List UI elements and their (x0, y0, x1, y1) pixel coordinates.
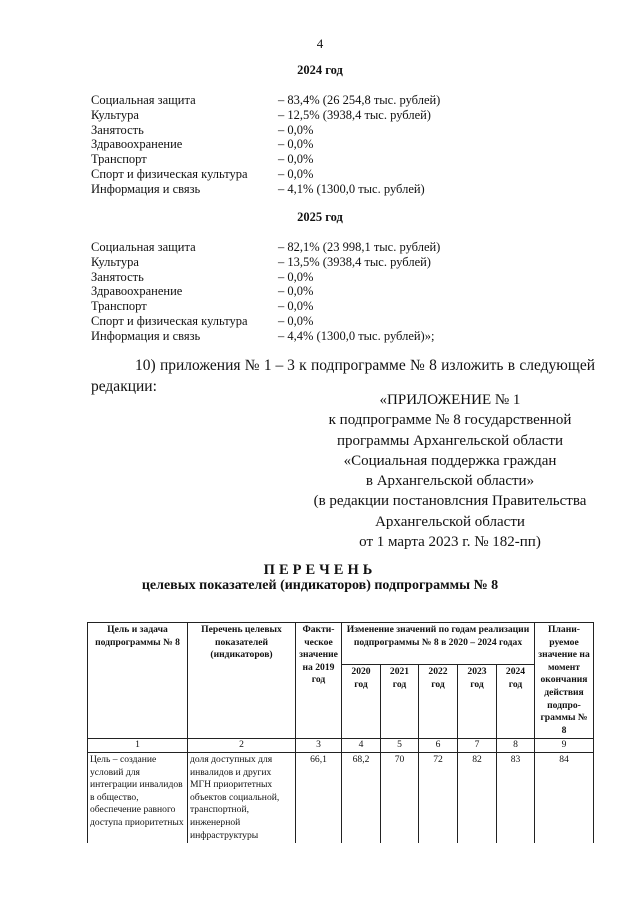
header-year: 2020 год (342, 665, 381, 739)
budget-row (91, 137, 591, 152)
appendix-header (300, 390, 600, 552)
budget-item-value: – 13,5% (3938,4 тыс. рублей) (278, 254, 431, 269)
appendix-line: к подпрограмме № 8 государственной (328, 412, 572, 429)
budget-item-name: Транспорт (91, 299, 147, 314)
appendix-line: от 1 марта 2023 г. № 182-пп) (359, 534, 541, 551)
column-number: 6 (419, 739, 458, 753)
list-title: ПЕРЕЧЕНЬ (263, 562, 377, 578)
paragraph-word: следующей (519, 357, 595, 374)
appendix-line: (в редакции постановлсния Правительства (313, 493, 587, 510)
budget-item-value: – 0,0% (278, 137, 314, 152)
indicators-table (87, 622, 594, 843)
budget-row (91, 329, 591, 344)
budget-row (91, 108, 591, 123)
year-heading-2024: 2024 год (297, 63, 343, 77)
paragraph-word: в (507, 357, 516, 374)
paragraph-word: подпрограмме (310, 357, 406, 374)
budget-item-name: Спорт и физическая культура (91, 313, 248, 328)
budget-item-value: – 0,0% (278, 122, 314, 137)
paragraph-line-1 (91, 355, 595, 376)
paragraph-word: приложения (159, 357, 241, 374)
year-value-cell: 70 (381, 752, 419, 843)
budget-item-value: – 0,0% (278, 152, 314, 167)
header-change-group: Изменение значений по годам реализации подпрограммы № 8 в 2020 – 2024 годах (342, 623, 535, 665)
budget-item-value: – 4,4% (1300,0 тыс. рублей)»; (278, 328, 435, 343)
budget-row (91, 255, 591, 270)
budget-item-name: Здравоохранение (91, 284, 183, 299)
table-row (88, 752, 594, 843)
appendix-line: «ПРИЛОЖЕНИЕ № 1 (379, 392, 521, 408)
column-number: 9 (535, 739, 594, 753)
column-number: 5 (381, 739, 419, 753)
budget-item-value: – 0,0% (278, 269, 314, 284)
page-number: 4 (316, 36, 324, 51)
appendix-line: Архангельской области (375, 513, 525, 530)
budget-row (91, 270, 591, 285)
budget-row (91, 152, 591, 167)
column-number: 1 (88, 739, 188, 753)
budget-row (91, 299, 591, 314)
budget-row (91, 123, 591, 138)
budget-row (91, 167, 591, 182)
budget-item-name: Культура (91, 107, 139, 122)
header-indicators: Перечень целевых показателей (индикаторов) (188, 623, 296, 739)
budget-row (91, 314, 591, 329)
column-number: 2 (188, 739, 296, 753)
paragraph-word: 10) (135, 357, 156, 374)
column-number: 4 (342, 739, 381, 753)
budget-item-name: Транспорт (91, 152, 147, 167)
budget-item-name: Социальная защита (91, 240, 196, 254)
budget-item-name: Занятость (91, 269, 144, 284)
budget-item-value: – 0,0% (278, 313, 314, 328)
budget-item-name: Культура (91, 254, 139, 269)
budget-item-name: Социальная защита (91, 93, 196, 107)
budget-item-name: Занятость (91, 122, 144, 137)
budget-row (91, 240, 591, 255)
actual-value-cell: 66,1 (296, 752, 342, 843)
budget-item-value: – 0,0% (278, 166, 314, 181)
header-planned: Плани-руемое значение на момент окончания действия подпро-граммы № 8 (535, 623, 594, 739)
budget-item-value: – 83,4% (26 254,8 тыс. рублей) (278, 93, 441, 107)
header-year: 2023 год (458, 665, 497, 739)
indicator-cell: доля доступных для инвалидов и других МГН приоритетных объектов социальной, транспортной, инженерной инфраструктуры (188, 752, 296, 843)
header-year: 2021 год (381, 665, 419, 739)
paragraph-word: изложить (441, 357, 504, 374)
budget-item-name: Спорт и физическая культура (91, 166, 248, 181)
budget-list-2025 (91, 240, 591, 344)
appendix-line: «Социальная поддержка граждан (343, 452, 557, 469)
budget-list-2024 (91, 93, 591, 197)
budget-item-value: – 0,0% (278, 299, 314, 314)
header-year: 2024 год (497, 665, 535, 739)
paragraph-word: 8 (429, 357, 437, 374)
budget-item-name: Информация и связь (91, 328, 201, 343)
budget-row (91, 93, 591, 108)
budget-item-value: – 82,1% (23 998,1 тыс. рублей) (278, 240, 441, 254)
column-number: 8 (497, 739, 535, 753)
budget-item-name: Информация и связь (91, 181, 201, 196)
header-year: 2022 год (419, 665, 458, 739)
budget-item-name: Здравоохранение (91, 137, 183, 152)
year-value-cell: 83 (497, 752, 535, 843)
list-subtitle: целевых показателей (индикаторов) подпрограммы № 8 (141, 578, 499, 593)
paragraph-word: 1 – 3 (263, 357, 295, 374)
appendix-line: программы Архангельской области (336, 432, 563, 449)
year-value-cell: 68,2 (342, 752, 381, 843)
budget-row (91, 182, 591, 197)
appendix-line: в Архангельской области» (365, 473, 535, 490)
budget-row (91, 284, 591, 299)
header-actual: Факти-ческое значение на 2019 год (296, 623, 342, 739)
paragraph-word: № (410, 357, 425, 374)
column-number: 3 (296, 739, 342, 753)
header-goal: Цель и задача подпрограммы № 8 (88, 623, 188, 739)
budget-item-value: – 0,0% (278, 284, 314, 299)
goal-cell: Цель – создание условий для интеграции инвалидов в общество, обеспечение равного доступа приоритетных (88, 752, 188, 843)
year-heading-2025: 2025 год (297, 210, 343, 224)
planned-value-cell: 84 (535, 752, 594, 843)
paragraph-line-2: редакции: (91, 378, 157, 395)
year-value-cell: 72 (419, 752, 458, 843)
budget-item-value: – 4,1% (1300,0 тыс. рублей) (278, 181, 425, 196)
paragraph-word: № (244, 357, 260, 374)
budget-item-value: – 12,5% (3938,4 тыс. рублей) (278, 107, 431, 122)
year-value-cell: 82 (458, 752, 497, 843)
column-number: 7 (458, 739, 497, 753)
paragraph-word: к (299, 357, 307, 374)
